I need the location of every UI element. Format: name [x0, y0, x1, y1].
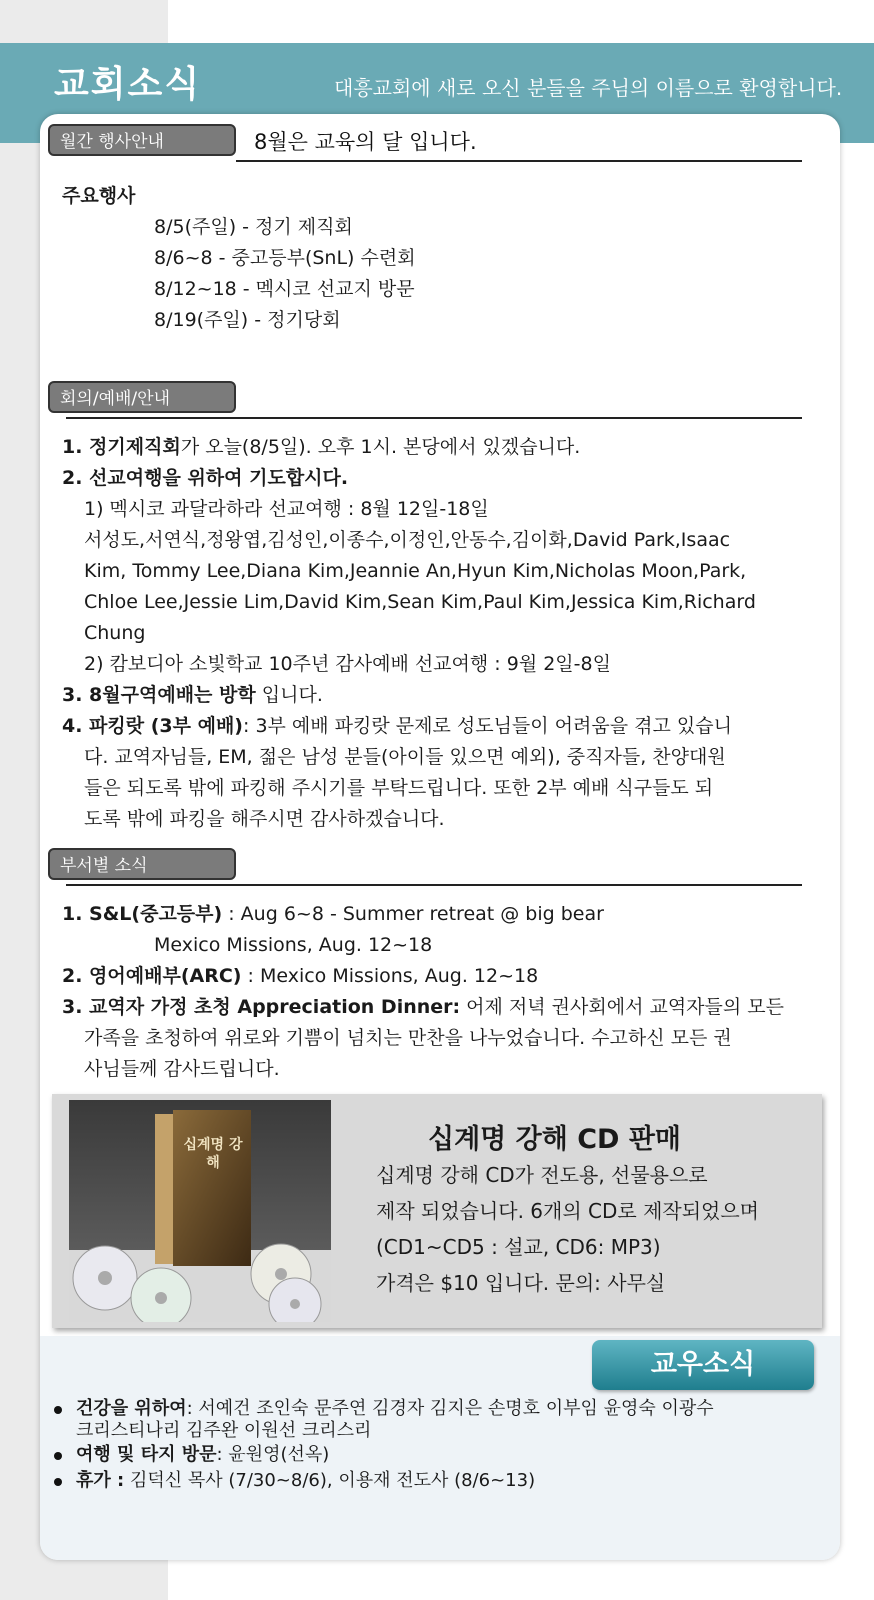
- section-divider: [66, 417, 802, 419]
- cd-sale-line: 제작 되었습니다. 6개의 CD로 제작되었으며: [376, 1199, 759, 1223]
- member-news-item-bold: 여행 및 타지 방문: [76, 1444, 217, 1465]
- cd-sale-line: (CD1~CD5 : 설교, CD6: MP3): [376, 1235, 661, 1259]
- meeting-item-1-text: 가 오늘(8/5일). 오후 1시. 본당에서 있겠습니다.: [180, 436, 581, 458]
- dept-item-3-line: 사님들께 감사드립니다.: [84, 1058, 280, 1080]
- dept-item-2-bold: 2. 영어예배부(ARC): [62, 965, 242, 987]
- dept-item-2-text: : Mexico Missions, Aug. 12~18: [241, 965, 539, 987]
- dept-item-2: [62, 964, 538, 988]
- member-news-item: [76, 1398, 714, 1420]
- bullet-icon: [54, 1406, 62, 1414]
- mission-trip-cambodia: 2) 캄보디아 소빛학교 10주년 감사예배 선교여행 : 9월 2일-8일: [84, 653, 611, 675]
- events-title: 주요행사: [62, 185, 136, 207]
- dept-item-3: [62, 995, 784, 1019]
- dept-item-3-text: 어제 저녁 권사회에서 교역자들의 모든: [460, 996, 784, 1018]
- member-news-tab: 교우소식: [592, 1340, 814, 1390]
- meeting-item-4-line: 다. 교역자님들, EM, 젊은 남성 분들(아이들 있으면 예외), 중직자들, 찬양대원: [84, 746, 726, 768]
- meeting-item-4-line: 도록 밖에 파킹을 해주시면 감사하겠습니다.: [84, 808, 445, 830]
- page-title: 교회소식: [54, 64, 202, 105]
- section-divider: [66, 884, 802, 886]
- mission-names-line: Chung: [84, 622, 146, 644]
- mission-names-line: Chloe Lee,Jessie Lim,David Kim,Sean Kim,Paul Kim,Jessica Kim,Richard: [84, 591, 756, 613]
- welcome-subtitle: 대흥교회에 새로 오신 분들을 주님의 이름으로 환영합니다.: [334, 76, 843, 100]
- dept-item-3-bold: 3. 교역자 가정 초청 Appreciation Dinner:: [62, 996, 461, 1018]
- meeting-item-4-bold: 4. 파킹랏 (3부 예배): [62, 715, 243, 737]
- cd-sale-title: 십계명 강해 CD 판매: [428, 1124, 682, 1155]
- meeting-item-4-text: : 3부 예배 파킹랏 문제로 성도님들이 어려움을 겪고 있습니: [243, 715, 732, 737]
- meeting-item-4-line: 들은 되도록 밖에 파킹해 주시기를 부탁드립니다. 또한 2부 예배 식구들도 되: [84, 777, 714, 799]
- monthly-headline: 8월은 교육의 달 입니다.: [254, 130, 477, 154]
- dept-item-3-line: 가족을 초청하여 위로와 기쁨이 넘치는 만찬을 나누었습니다. 수고하신 모든 권: [84, 1027, 732, 1049]
- mission-names-line: Kim, Tommy Lee,Diana Kim,Jeannie An,Hyun Kim,Nicholas Moon,Park,: [84, 560, 747, 582]
- cd-sale-line: 가격은 $10 입니다. 문의: 사무실: [376, 1271, 666, 1295]
- meeting-item-4: [62, 714, 732, 738]
- bullet-icon: [54, 1478, 62, 1486]
- member-news-item-bold: 건강을 위하여: [76, 1398, 187, 1419]
- event-item: 8/5(주일) - 정기 제직회: [154, 216, 353, 238]
- bulletin-card: [40, 114, 840, 1560]
- cd-sale-line: 십계명 강해 CD가 전도용, 선물용으로: [376, 1163, 708, 1187]
- member-news-item-text: 김덕신 목사 (7/30~8/6), 이용재 전도사 (8/6~13): [124, 1470, 536, 1491]
- section-label-monthly: 월간 행사안내: [48, 124, 236, 156]
- dept-item-1: [62, 902, 604, 926]
- member-news-item: [76, 1470, 535, 1492]
- member-news-item-text: : 윤원영(선옥): [216, 1444, 330, 1465]
- dept-item-1-bold: 1. S&L(중고등부): [62, 903, 223, 925]
- meeting-item-1-bold: 1. 정기제직회: [62, 436, 181, 458]
- mission-trip-mexico: 1) 멕시코 과달라하라 선교여행 : 8월 12일-18일: [84, 498, 489, 520]
- dept-item-1-line2: Mexico Missions, Aug. 12~18: [154, 934, 433, 956]
- dept-item-1-text: : Aug 6~8 - Summer retreat @ big bear: [222, 903, 604, 925]
- meeting-item-3-bold: 3. 8월구역예배는 방학: [62, 684, 256, 706]
- cd-cover-title: 십계명 강해: [183, 1137, 243, 1171]
- section-label-departments: 부서별 소식: [48, 848, 236, 880]
- section-label-meetings: 회의/예배/안내: [48, 381, 236, 413]
- cd-photo-illustration: [69, 1100, 331, 1322]
- meeting-item-1: [62, 435, 580, 459]
- event-item: 8/19(주일) - 정기당회: [154, 309, 341, 331]
- meeting-item-3-text: 입니다.: [255, 684, 323, 706]
- meeting-item-3: [62, 683, 323, 707]
- member-news-item-line2: 크리스티나리 김주완 이원선 크리스리: [76, 1420, 372, 1441]
- member-news-item-text: : 서예건 조인숙 문주연 김경자 김지은 손명호 이부임 윤영숙 이광수: [186, 1398, 714, 1419]
- mission-names-line: 서성도,서연식,정왕엽,김성인,이종수,이정인,안동수,김이화,David Park,Isaac: [84, 529, 731, 551]
- event-item: 8/6~8 - 중고등부(SnL) 수련회: [154, 247, 416, 269]
- member-news-item-bold: 휴가 :: [76, 1470, 125, 1491]
- event-item: 8/12~18 - 멕시코 선교지 방문: [154, 278, 415, 300]
- member-news-item: [76, 1444, 329, 1466]
- bullet-icon: [54, 1452, 62, 1460]
- cd-product-photo: [69, 1100, 331, 1322]
- meeting-item-2: 2. 선교여행을 위하여 기도합시다.: [62, 467, 349, 489]
- section-divider: [236, 160, 802, 162]
